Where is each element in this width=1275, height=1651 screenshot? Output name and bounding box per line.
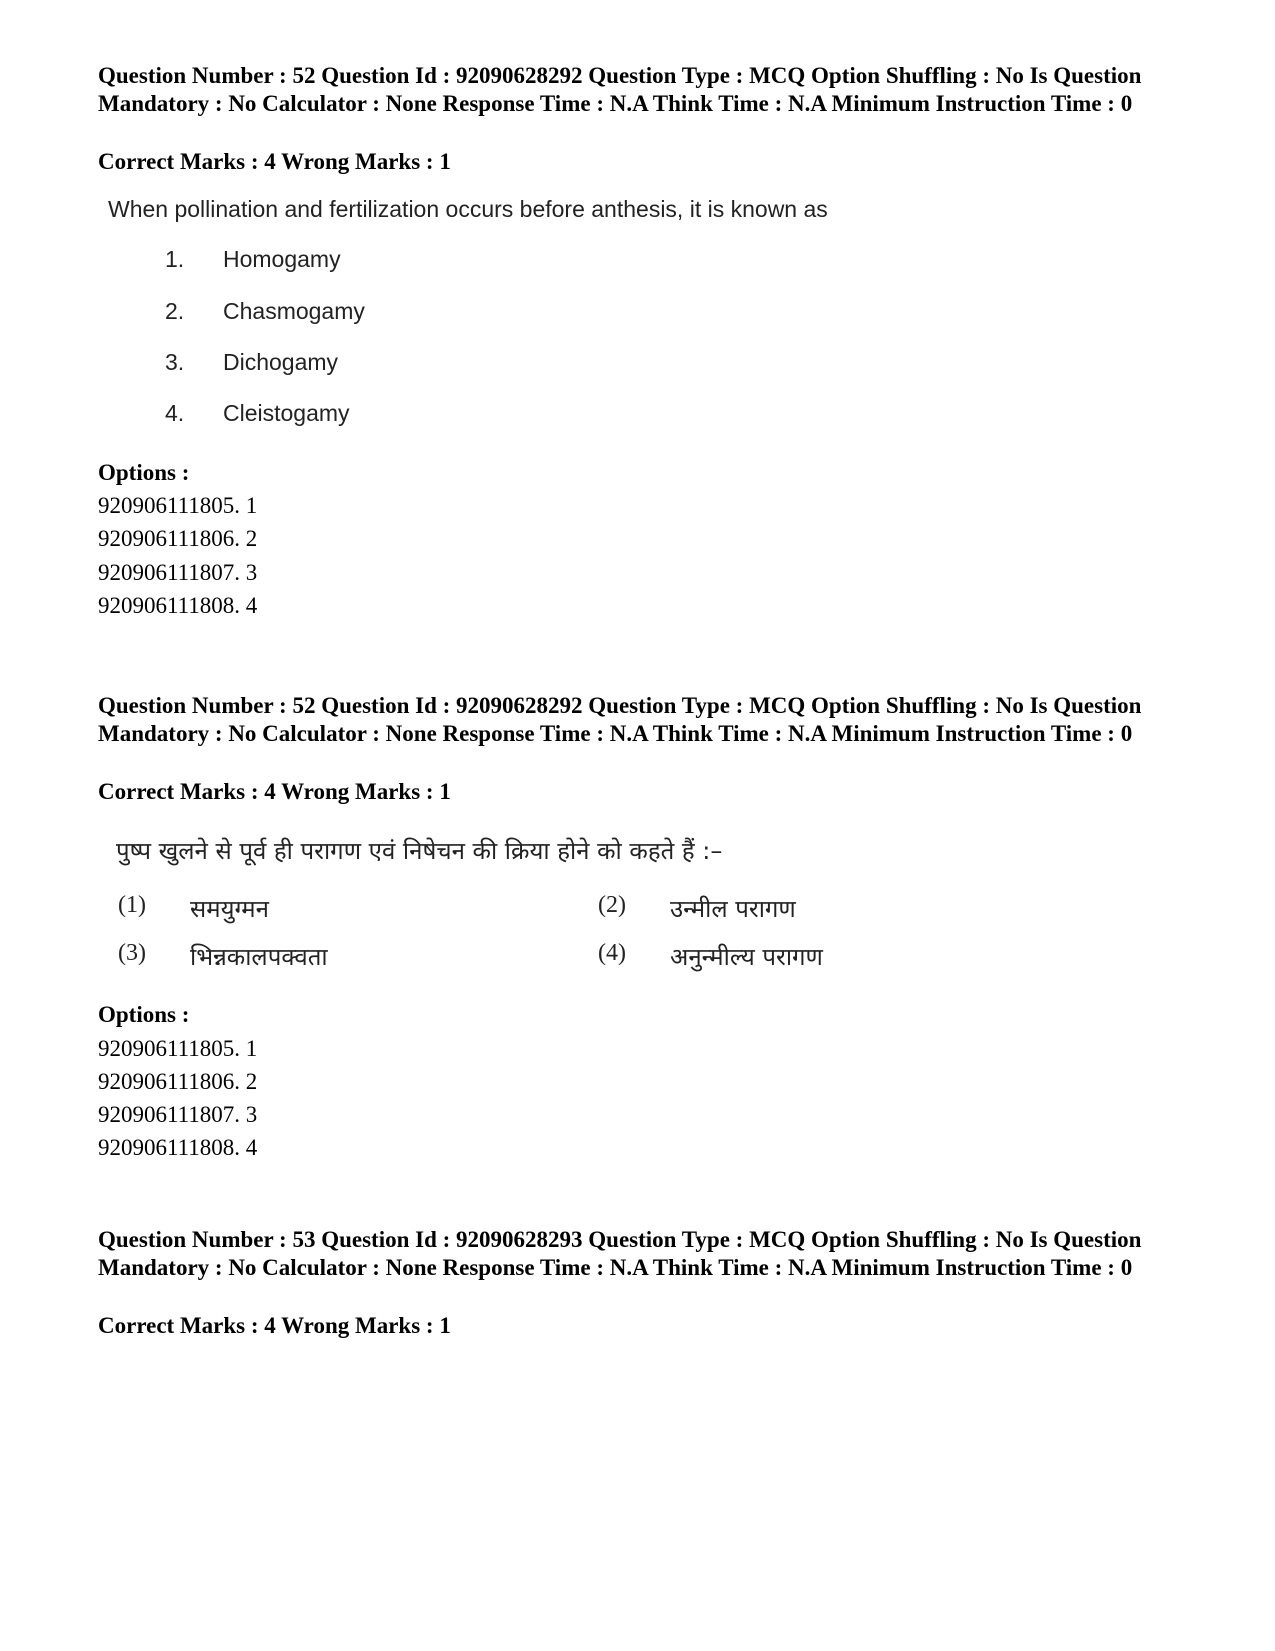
marks-line: Correct Marks : 4 Wrong Marks : 1 [98, 779, 451, 804]
choice-number: 2. [165, 298, 185, 324]
option-line: 920906111806. 2 [98, 526, 258, 551]
option-line: 920906111808. 4 [98, 1135, 258, 1160]
choice-label: समयुग्मन [190, 895, 269, 923]
option-line: 920906111807. 3 [98, 560, 258, 585]
option-line: 920906111808. 4 [98, 593, 258, 618]
option-line: 920906111807. 3 [98, 1102, 258, 1127]
option-line: 920906111805. 1 [98, 493, 258, 518]
choice-number: (1) [118, 892, 146, 918]
options-label: Options : [98, 460, 190, 485]
choice-label: उन्मील परागण [670, 895, 796, 923]
question-text-hindi: पुष्प खुलने से पूर्व ही परागण एवं निषेचन की क्रिया होने को कहते हैं :– [116, 837, 723, 865]
choice-number: (3) [118, 940, 146, 966]
choice-label: Homogamy [223, 246, 341, 272]
question-header: Question Number : 53 Question Id : 92090628293 Question Type : MCQ Option Shuffling : No Is Question Mandatory : No Calculator : None Response Time : N.A Think Time : N.A Minimum Instruction Time : 0 [98, 1227, 1142, 1280]
choice-label: अनुन्मील्य परागण [670, 943, 823, 971]
question-header: Question Number : 52 Question Id : 92090628292 Question Type : MCQ Option Shuffling : No Is Question Mandatory : No Calculator : None Response Time : N.A Think Time : N.A Minimum Instruction Time : 0 [98, 693, 1142, 746]
question-text: When pollination and fertilization occurs before anthesis, it is known as [108, 196, 828, 222]
choice-number: (4) [598, 940, 626, 966]
choice-number: 3. [165, 349, 185, 375]
choice-number: 4. [165, 400, 185, 426]
choice-number: 1. [165, 246, 185, 272]
choice-label: Dichogamy [223, 349, 339, 375]
choice-label: Cleistogamy [223, 400, 350, 426]
option-line: 920906111805. 1 [98, 1036, 258, 1061]
options-label: Options : [98, 1002, 190, 1027]
marks-line: Correct Marks : 4 Wrong Marks : 1 [98, 1313, 451, 1338]
marks-line: Correct Marks : 4 Wrong Marks : 1 [98, 149, 451, 174]
choice-number: (2) [598, 892, 626, 918]
option-line: 920906111806. 2 [98, 1069, 258, 1094]
choice-label: भिन्नकालपक्वता [190, 943, 328, 971]
choice-label: Chasmogamy [223, 298, 365, 324]
question-header: Question Number : 52 Question Id : 92090628292 Question Type : MCQ Option Shuffling : No Is Question Mandatory : No Calculator : None Response Time : N.A Think Time : N.A Minimum Instruction Time : 0 [98, 63, 1142, 116]
